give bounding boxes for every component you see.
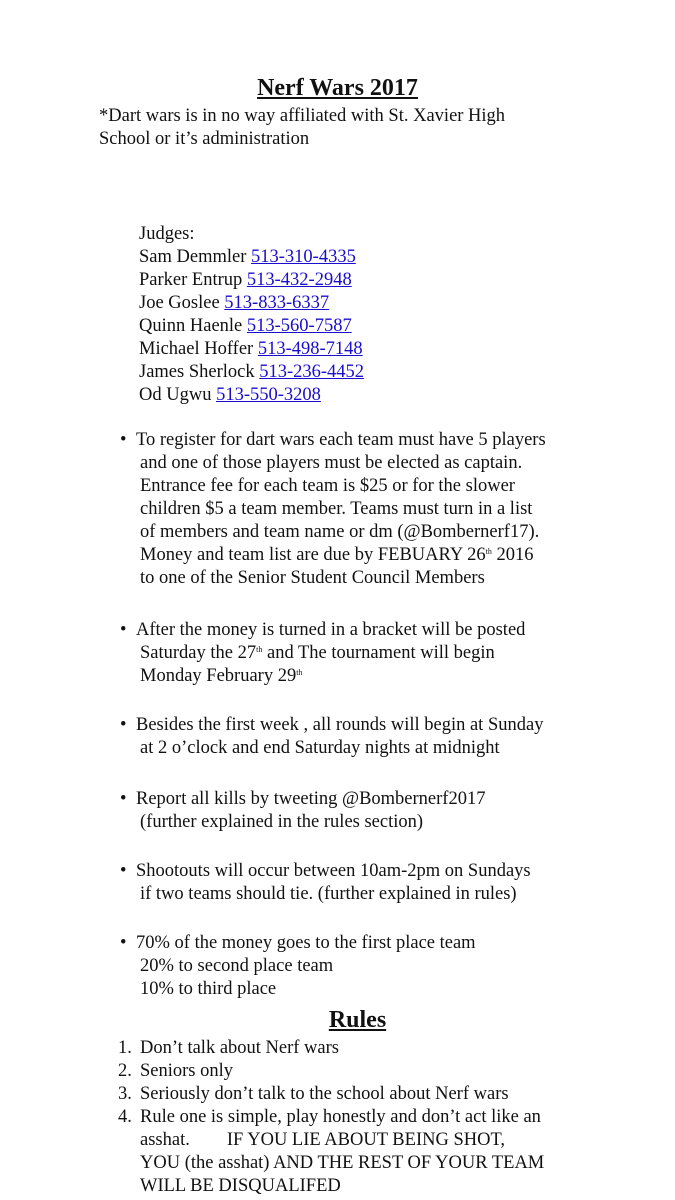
ordinal-suffix: th xyxy=(485,547,492,556)
bullet-glyph: • xyxy=(120,430,127,450)
bullet-glyph: • xyxy=(120,861,127,881)
bullet-line xyxy=(120,665,590,688)
bullet-line: 70% of the money goes to the first place team xyxy=(136,933,476,953)
bullet-line: of members and team name or dm (@Bombernerf17). xyxy=(140,522,540,542)
rule-item xyxy=(118,1083,618,1106)
disclaimer-line: School or it’s administration xyxy=(99,129,310,149)
judge-phone-link[interactable]: 513-310-4335 xyxy=(251,247,356,267)
info-bullet-prizes xyxy=(120,932,590,1001)
bullet-glyph: • xyxy=(120,620,127,640)
judges-heading: Judges: xyxy=(139,224,195,244)
rule-line: Rule one is simple, play honestly and don’t act like an xyxy=(140,1107,541,1127)
judges-list xyxy=(139,223,364,407)
bullet-glyph: • xyxy=(120,933,127,953)
rule-item xyxy=(118,1037,618,1060)
info-bullet-report xyxy=(120,788,590,834)
judge-phone-link[interactable]: 513-833-6337 xyxy=(224,293,330,313)
page-title: Nerf Wars 2017 xyxy=(257,75,418,101)
bullet-line: (further explained in the rules section) xyxy=(140,812,424,832)
bullet-line: Entrance fee for each team is $25 or for the slower xyxy=(140,476,515,496)
rule-line: YOU (the asshat) AND THE REST OF YOUR TEAM xyxy=(140,1153,545,1173)
bullet-glyph: • xyxy=(120,789,127,809)
bullet-line: After the money is turned in a bracket will be posted xyxy=(136,620,526,640)
rule-item xyxy=(118,1106,618,1198)
judge-row xyxy=(139,292,364,315)
bullet-line: if two teams should tie. (further explained in rules) xyxy=(140,884,517,904)
judge-name: Quinn Haenle xyxy=(139,316,247,336)
bullet-text: Saturday the 27 xyxy=(140,643,257,663)
info-bullet-registration xyxy=(120,429,590,590)
bullet-line: To register for dart wars each team must have 5 players xyxy=(136,430,546,450)
rule-line: WILL BE DISQUALIFED xyxy=(140,1176,341,1196)
bullet-line: Shootouts will occur between 10am-2pm on Sundays xyxy=(136,861,531,881)
judge-row xyxy=(139,361,364,384)
judge-phone-link[interactable]: 513-498-7148 xyxy=(257,339,363,359)
rule-number: 1. xyxy=(118,1038,132,1058)
disclaimer-line: *Dart wars is in no way affiliated with St. Xavier High xyxy=(99,106,506,126)
bullet-line xyxy=(120,642,590,665)
bullet-line: 10% to third place xyxy=(140,979,277,999)
bullet-text: 2016 xyxy=(491,545,534,565)
judge-row xyxy=(139,384,364,407)
judge-name: Joe Goslee xyxy=(139,293,225,313)
rule-number: 2. xyxy=(118,1061,132,1081)
judge-phone-link[interactable]: 513-560-7587 xyxy=(246,316,352,336)
judge-row xyxy=(139,246,364,269)
judge-row xyxy=(139,338,364,361)
bullet-line: to one of the Senior Student Council Members xyxy=(140,568,485,588)
bullet-line: 20% to second place team xyxy=(140,956,334,976)
bullet-line: Besides the first week , all rounds will begin at Sunday xyxy=(136,715,544,735)
judge-phone-link[interactable]: 513-236-4452 xyxy=(259,362,365,382)
bullet-text: Money and team list are due by FEBUARY 26 xyxy=(140,545,486,565)
info-bullet-bracket xyxy=(120,619,590,688)
info-bullet-shootouts xyxy=(120,860,590,906)
rules-heading: Rules xyxy=(328,1007,387,1033)
disclaimer xyxy=(99,105,559,151)
judge-row xyxy=(139,269,364,292)
bullet-text: Monday February 29 xyxy=(140,666,297,686)
rule-item xyxy=(118,1060,618,1083)
judge-name: James Sherlock xyxy=(139,362,260,382)
rule-number: 3. xyxy=(118,1084,132,1104)
bullet-line: at 2 o’clock and end Saturday nights at midnight xyxy=(140,738,500,758)
bullet-glyph: • xyxy=(120,715,127,735)
bullet-line xyxy=(120,544,590,567)
rule-number: 4. xyxy=(118,1107,132,1127)
judge-phone-link[interactable]: 513-432-2948 xyxy=(246,270,352,290)
bullet-line: and one of those players must be elected as captain. xyxy=(140,453,523,473)
ordinal-suffix: th xyxy=(256,645,263,654)
judge-row xyxy=(139,315,364,338)
bullet-line: children $5 a team member. Teams must turn in a list xyxy=(140,499,533,519)
judge-phone-link[interactable]: 513-550-3208 xyxy=(216,385,321,405)
judge-name: Od Ugwu xyxy=(139,385,217,405)
bullet-line: Report all kills by tweeting @Bombernerf2017 xyxy=(136,789,486,809)
ordinal-suffix: th xyxy=(296,668,303,677)
judge-name: Michael Hoffer xyxy=(139,339,258,359)
bullet-text: and The tournament will begin xyxy=(262,643,495,663)
rule-line: Seniors only xyxy=(140,1061,234,1081)
judge-name: Sam Demmler xyxy=(139,247,252,267)
rule-line: Seriously don’t talk to the school about Nerf wars xyxy=(140,1084,509,1104)
rule-line: asshat. IF YOU LIE ABOUT BEING SHOT, xyxy=(140,1130,506,1150)
judge-name: Parker Entrup xyxy=(139,270,247,290)
rules-list xyxy=(118,1037,618,1198)
rule-line: Don’t talk about Nerf wars xyxy=(140,1038,339,1058)
info-bullet-rounds xyxy=(120,714,590,760)
